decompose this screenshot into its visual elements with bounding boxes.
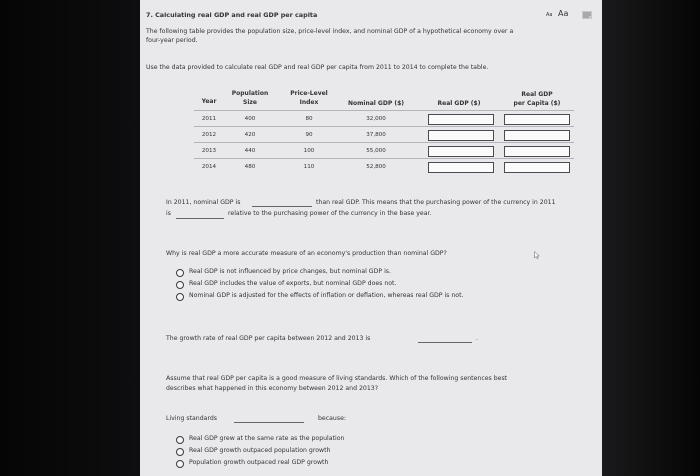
table-cell-price-level: 110: [303, 164, 315, 170]
q4-option-radio[interactable]: [176, 448, 184, 456]
q2-option-radio[interactable]: [176, 281, 184, 289]
table-cell-price-level: 100: [303, 148, 315, 154]
text-size-small-button[interactable]: Aa: [546, 12, 553, 18]
header-price-level-line1: Price-Level: [290, 90, 328, 97]
q3-text: The growth rate of real GDP per capita between 2012 and 2013 is: [166, 335, 371, 342]
header-price-level-line2: Index: [299, 99, 319, 106]
fill1-text-c: is: [166, 210, 171, 217]
table-header-divider: [194, 110, 574, 111]
real-gdp-per-capita-input-2011[interactable]: [504, 114, 570, 125]
header-real-gdp: Real GDP ($): [437, 100, 481, 107]
table-cell-year: 2013: [201, 148, 217, 154]
question-panel: [140, 0, 602, 476]
table-cell-year: 2011: [201, 116, 217, 122]
q4-option-label[interactable]: Real GDP grew at the same rate as the population: [189, 435, 345, 442]
table-cell-year: 2012: [201, 132, 217, 138]
q3-dropdown-growth-rate[interactable]: [418, 342, 472, 343]
table-row-divider: [194, 158, 574, 159]
table-cell-nominal-gdp: 37,800: [366, 132, 386, 138]
text-view-icon[interactable]: [582, 11, 592, 19]
q2-option-radio[interactable]: [176, 293, 184, 301]
table-cell-nominal-gdp: 55,000: [366, 148, 386, 154]
fill1-text-b: than real GDP. This means that the purchasing power of the currency in 2011: [316, 199, 556, 206]
q3-period: .: [476, 335, 478, 342]
q2-option-label[interactable]: Nominal GDP is adjusted for the effects of inflation or deflation, whereas real GDP is not.: [189, 292, 464, 299]
table-cell-nominal-gdp: 32,000: [366, 116, 386, 122]
left-dark-edge: [0, 0, 140, 476]
q4-option-label[interactable]: Population growth outpaced real GDP growth: [189, 459, 329, 466]
table-cell-population: 440: [244, 148, 256, 154]
intro-text-line2: four-year period.: [146, 37, 198, 44]
text-size-large-button[interactable]: Aa: [558, 9, 569, 18]
mouse-pointer-icon: [534, 251, 540, 259]
q4-dropdown-living-standards[interactable]: [234, 422, 304, 423]
header-population-line1: Population: [231, 90, 269, 97]
q2-option-label[interactable]: Real GDP includes the value of exports, but nominal GDP does not.: [189, 280, 397, 287]
real-gdp-per-capita-input-2013[interactable]: [504, 146, 570, 157]
header-real-gdp-per-capita-line1: Real GDP: [521, 91, 553, 98]
real-gdp-input-2011[interactable]: [428, 114, 494, 125]
q2-option-label[interactable]: Real GDP is not influenced by price changes, but nominal GDP is.: [189, 268, 391, 275]
q4-option-radio[interactable]: [176, 436, 184, 444]
real-gdp-input-2012[interactable]: [428, 130, 494, 141]
fill1-text-a: In 2011, nominal GDP is: [166, 199, 241, 206]
table-cell-nominal-gdp: 52,800: [366, 164, 386, 170]
q4-because-label: because:: [318, 415, 346, 422]
table-cell-population: 480: [244, 164, 256, 170]
header-population-line2: Size: [243, 99, 257, 106]
table-row-divider: [194, 126, 574, 127]
real-gdp-per-capita-input-2014[interactable]: [504, 162, 570, 173]
table-cell-price-level: 90: [305, 132, 313, 138]
header-nominal-gdp: Nominal GDP ($): [348, 100, 404, 107]
q2-option-radio[interactable]: [176, 269, 184, 277]
real-gdp-input-2013[interactable]: [428, 146, 494, 157]
header-real-gdp-per-capita-line2: per Capita ($): [513, 100, 561, 107]
header-year: Year: [201, 98, 217, 105]
q4-option-radio[interactable]: [176, 460, 184, 468]
fill1-dropdown-comparison[interactable]: [252, 206, 312, 207]
q4-text-line2: describes what happened in this economy between 2012 and 2013?: [166, 385, 379, 392]
real-gdp-input-2014[interactable]: [428, 162, 494, 173]
table-cell-population: 400: [244, 116, 256, 122]
right-dark-edge: [602, 0, 700, 476]
table-cell-price-level: 80: [305, 116, 313, 122]
q4-living-standards-label: Living standards: [166, 415, 218, 422]
q2-question: Why is real GDP a more accurate measure of an economy's production than nominal GDP?: [166, 250, 447, 257]
question-title: 7. Calculating real GDP and real GDP per capita: [146, 11, 318, 19]
q4-option-label[interactable]: Real GDP growth outpaced population growth: [189, 447, 331, 454]
intro-text-line1: The following table provides the population size, price-level index, and nominal GDP of a hypothetical economy over a: [146, 28, 514, 35]
fill1-dropdown-purchasing-power[interactable]: [176, 218, 224, 219]
real-gdp-per-capita-input-2012[interactable]: [504, 130, 570, 141]
table-cell-population: 420: [244, 132, 256, 138]
instruction-text: Use the data provided to calculate real GDP and real GDP per capita from 2011 to 2014 to complete the table.: [146, 64, 489, 71]
table-row-divider: [194, 142, 574, 143]
q4-text-line1: Assume that real GDP per capita is a good measure of living standards. Which of the following sentences best: [166, 375, 508, 382]
fill1-text-d: relative to the purchasing power of the currency in the base year.: [228, 210, 432, 217]
table-cell-year: 2014: [201, 164, 217, 170]
